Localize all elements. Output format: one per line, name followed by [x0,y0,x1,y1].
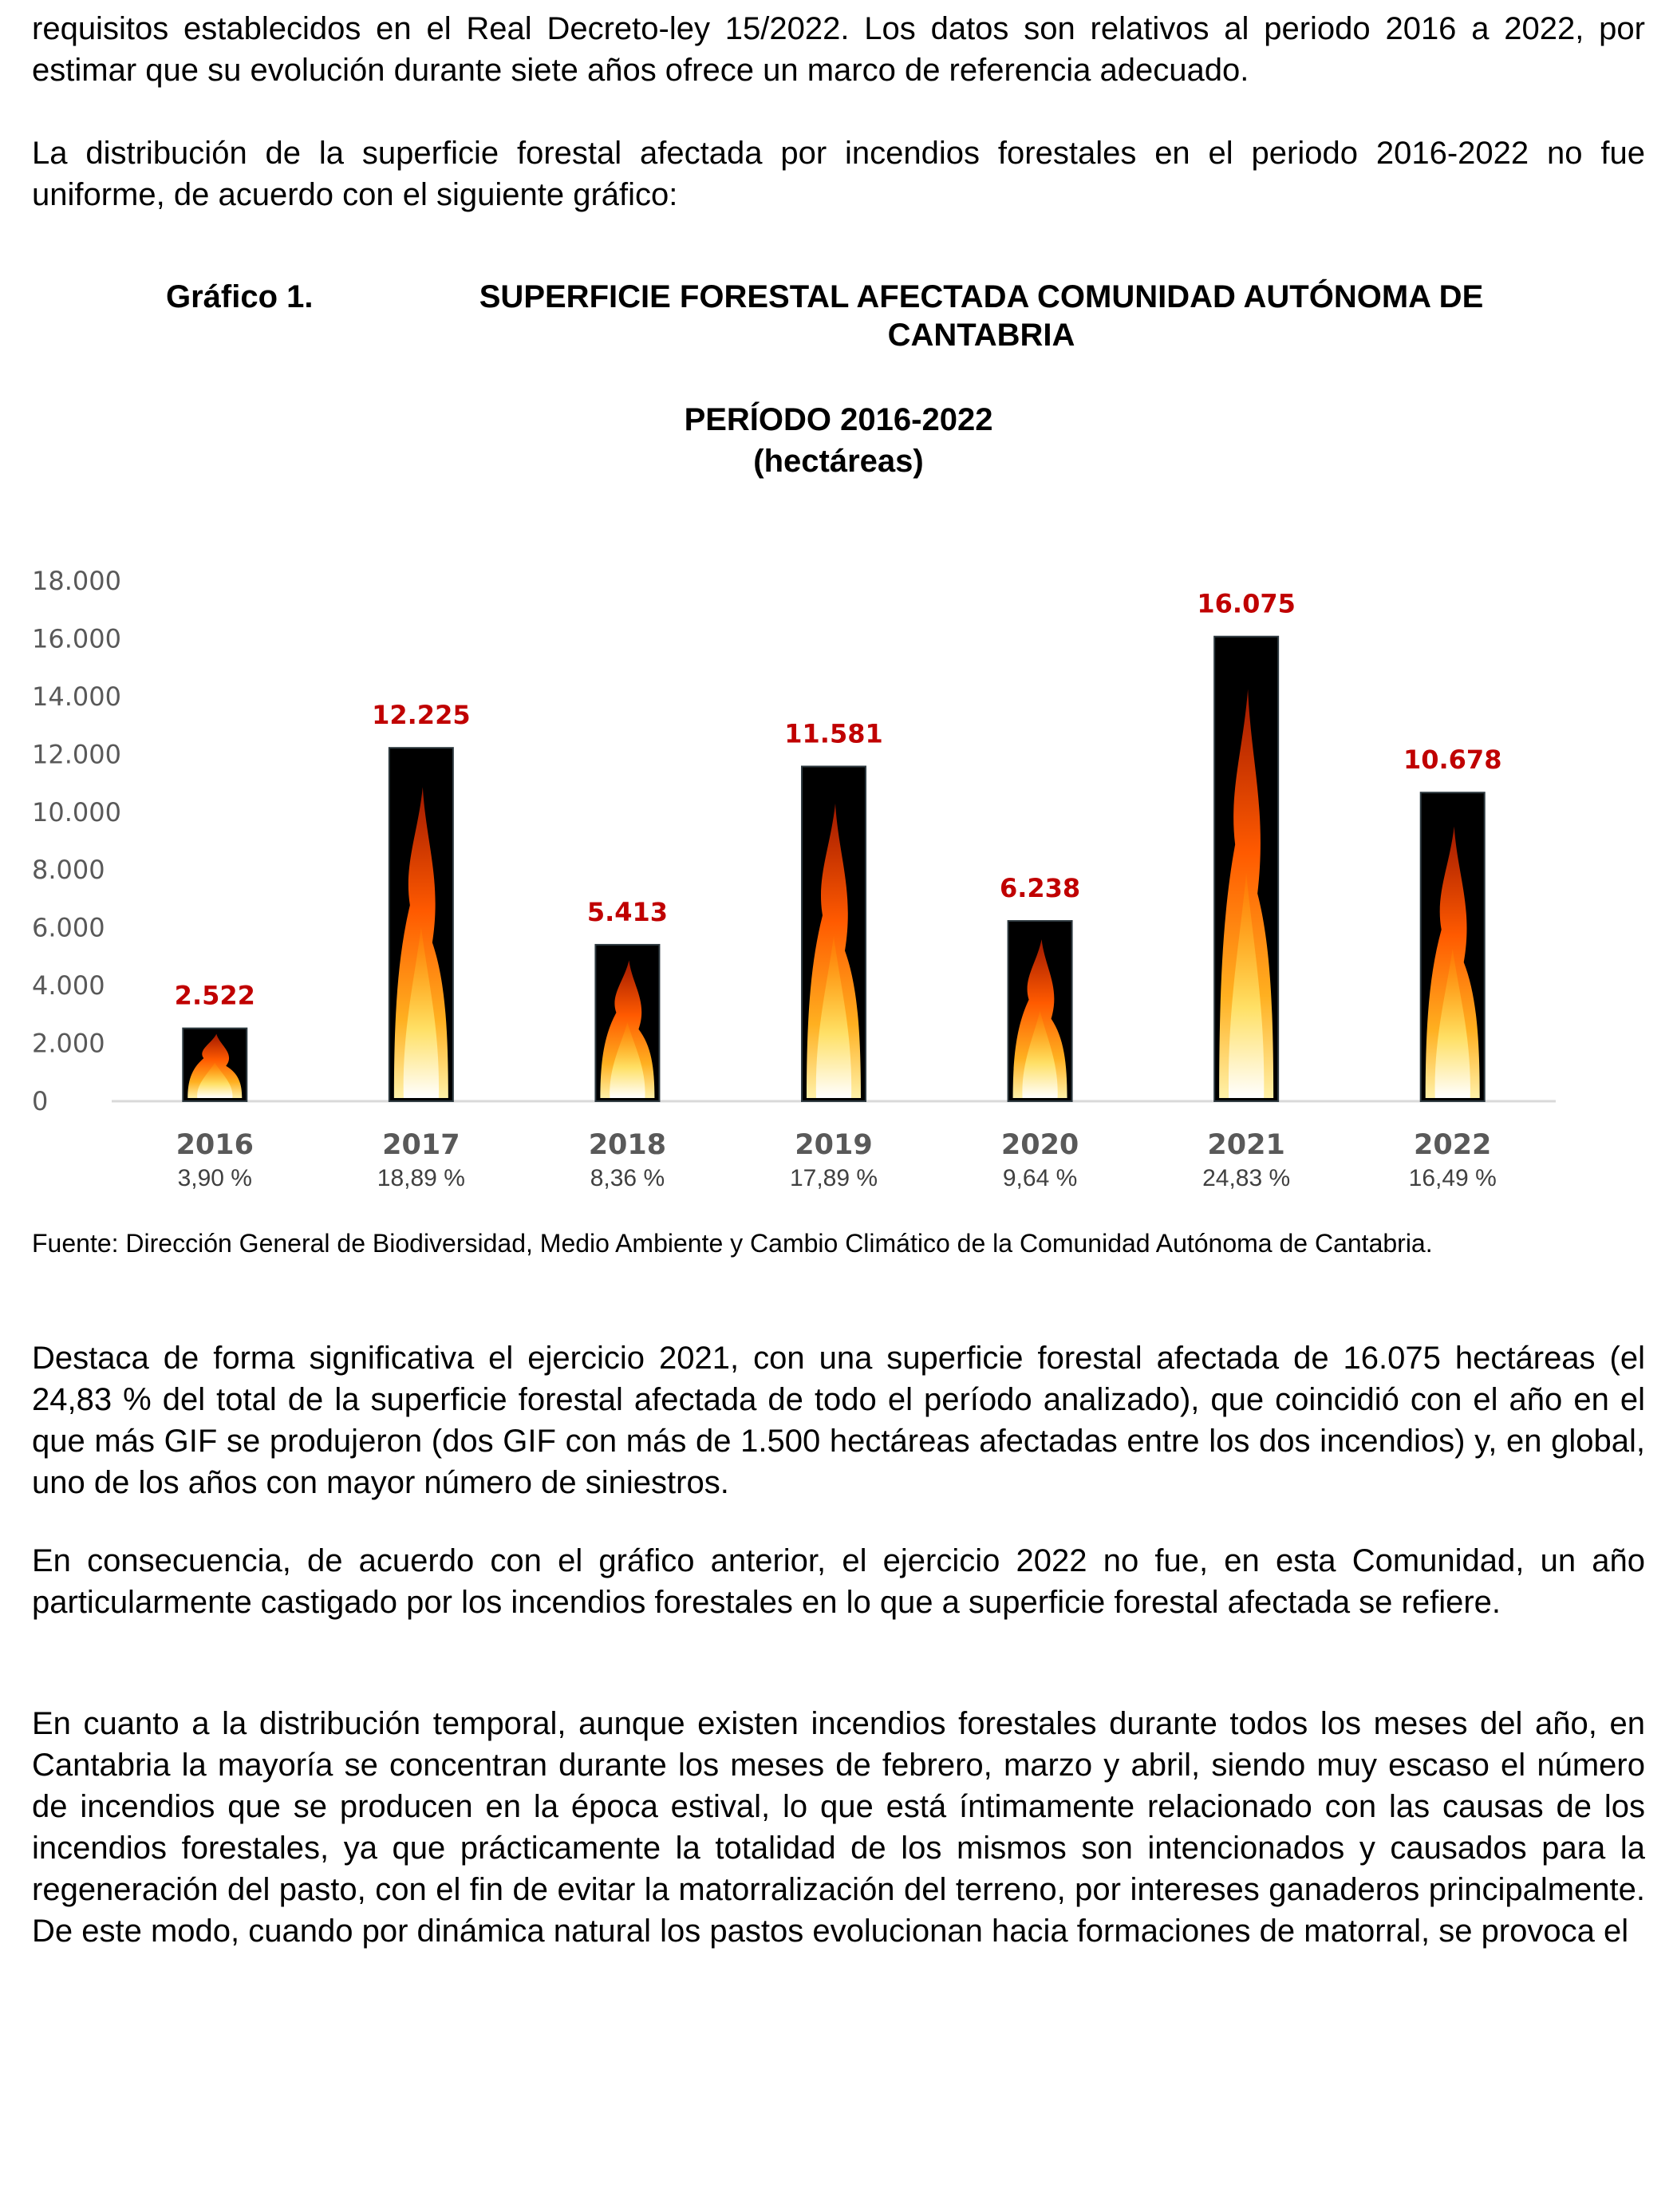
x-tick-label: 2022 [1414,1129,1492,1161]
bar-percentage-label: 18,89 % [377,1165,465,1191]
bar-2017 [389,748,453,1101]
x-tick-label: 2021 [1207,1129,1285,1161]
bar-value-label: 6.238 [999,873,1081,904]
figure-title-text: SUPERFICIE FORESTAL AFECTADA COMUNIDAD AUTÓNOMA DE CANTABRIA [479,279,1484,353]
bar-percentage-label: 17,89 % [789,1165,878,1191]
bar-percentage-label: 24,83 % [1202,1165,1291,1191]
figure-source: Fuente: Dirección General de Biodiversidad, Medio Ambiente y Cambio Climático de la Comunidad Autónoma de Cantabria. [32,1229,1433,1258]
paragraph-temporal: En cuanto a la distribución temporal, aunque existen incendios forestales durante todos los meses del año, en Cantabria la mayoría se concentran durante los meses de febrero, marzo y abril, siendo muy escaso el número de incendios que se producen en la época estival, lo que está íntimamente relacionado con las causas de los incendios forestales, ya que prácticamente la totalidad de los mismos son intencionados y causados para la regeneración del pasto, con el fin de evitar la matorralización del terreno, por intereses ganaderos principalmente. De este modo, cuando por dinámica natural los pastos evolucionan hacia formaciones de matorral, se provoca el [32,1706,1645,1949]
bar-2016 [183,1029,247,1101]
bar-percentage-label: 3,90 % [177,1165,252,1191]
bar-value-label: 5.413 [586,896,669,927]
bar-chart [32,551,1596,1205]
x-tick-label: 2020 [1000,1129,1079,1161]
x-tick-label: 2019 [795,1129,873,1161]
paragraph-intro: requisitos establecidos en el Real Decreto-ley 15/2022. Los datos son relativos al periodo 2016 a 2022, por estimar que su evolución durante siete años ofrece un marco de referencia adecuado. [32,11,1645,88]
bar-percentage-label: 16,49 % [1408,1165,1497,1191]
y-tick-label: 4.000 [32,970,105,1001]
figure-period: PERÍODO 2016-2022 [684,402,993,437]
paragraph-highlight: Destaca de forma significativa el ejercicio 2021, con una superficie forestal afectada de 16.075 hectáreas (el 24,83 % del total de la superficie forestal afectada de todo el período analizado), que coincidió con el año en el que más GIF se produjeron (dos GIF con más de 1.500 hectáreas afectadas entre los dos incendios) y, en global, uno de los años con mayor número de siniestros. [32,1341,1645,1500]
bar-2020 [1008,921,1072,1101]
x-tick-label: 2016 [176,1129,254,1161]
bar-percentage-label: 8,36 % [590,1165,665,1191]
y-tick-label: 8.000 [32,855,105,886]
bar-value-label: 2.522 [174,980,255,1011]
bar-value-label: 11.581 [784,718,883,749]
bar-2021 [1214,637,1278,1101]
bar-value-label: 10.678 [1403,745,1502,776]
y-tick-label: 12.000 [32,739,121,770]
bar-percentage-label: 9,64 % [1002,1165,1078,1191]
paragraph-consequence: En consecuencia, de acuerdo con el gráfico anterior, el ejercicio 2022 no fue, en esta Comunidad, un año particularmente castigado por los incendios forestales en lo que a superficie forestal afectada se refiere. [32,1543,1645,1620]
bar-2019 [802,767,866,1101]
x-tick-label: 2017 [382,1129,460,1161]
y-tick-label: 18.000 [32,566,121,596]
y-tick-label: 10.000 [32,796,121,828]
bar-value-label: 12.225 [372,700,471,731]
paragraph-distribution: La distribución de la superficie forestal afectada por incendios forestales en el periodo 2016-2022 no fue uniforme, de acuerdo con el siguiente gráfico: [32,136,1645,212]
y-tick-label: 6.000 [32,912,105,943]
bar-2018 [595,945,659,1101]
bar-value-label: 16.075 [1197,588,1296,619]
y-tick-label: 14.000 [32,681,121,712]
y-tick-label: 16.000 [32,623,121,654]
bar-2022 [1421,792,1485,1101]
figure-label: Gráfico 1. [166,279,314,314]
y-tick-label: 2.000 [32,1028,105,1059]
figure-unit: (hectáreas) [753,444,924,479]
x-tick-label: 2018 [588,1129,667,1161]
y-tick-label: 0 [32,1086,49,1116]
